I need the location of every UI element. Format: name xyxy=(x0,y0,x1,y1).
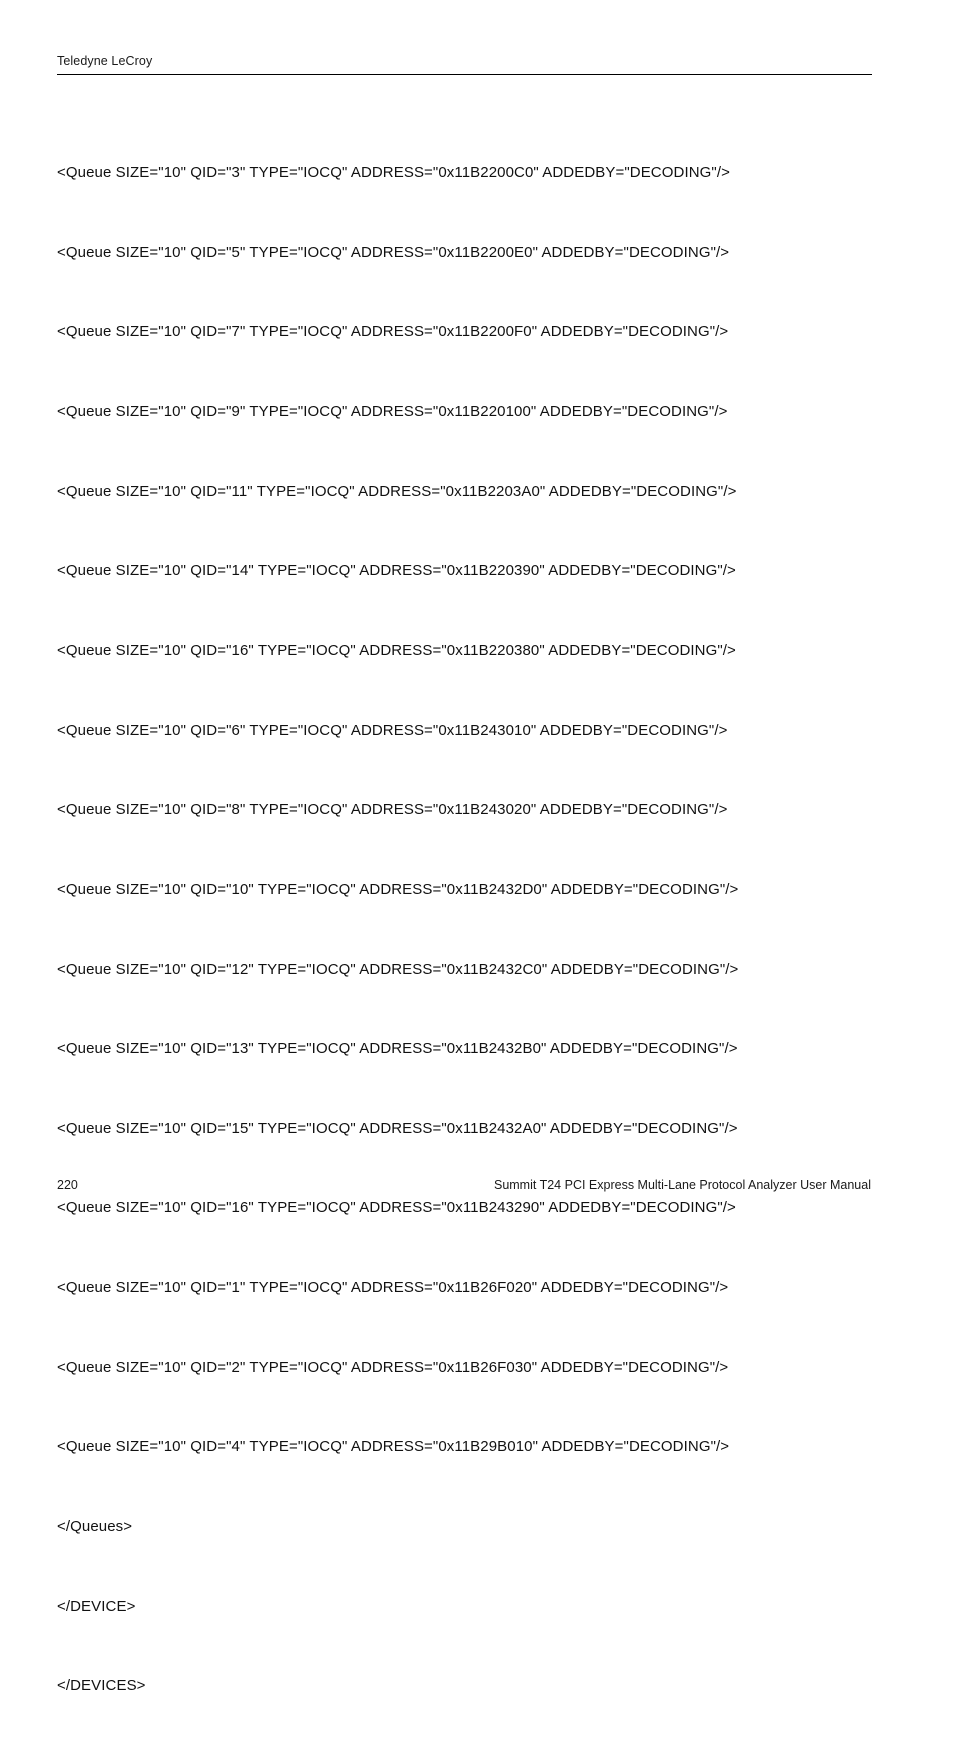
code-line: <Queue SIZE="10" QID="14" TYPE="IOCQ" ADDRESS="0x11B220390" ADDEDBY="DECODING"/> xyxy=(57,562,736,580)
code-line: <Queue SIZE="10" QID="9" TYPE="IOCQ" ADDRESS="0x11B220100" ADDEDBY="DECODING"/> xyxy=(57,403,728,421)
brand-text: Teledyne LeCroy xyxy=(57,54,153,68)
code-line: </Queues> xyxy=(57,1517,133,1535)
code-line: <Queue SIZE="10" QID="12" TYPE="IOCQ" ADDRESS="0x11B2432C0" ADDEDBY="DECODING"/> xyxy=(57,960,739,978)
code-line: <Queue SIZE="10" QID="2" TYPE="IOCQ" ADDRESS="0x11B26F030" ADDEDBY="DECODING"/> xyxy=(57,1358,729,1376)
page-number: 220 xyxy=(57,1178,78,1192)
page-header xyxy=(57,52,872,70)
code-line: <Queue SIZE="10" QID="5" TYPE="IOCQ" ADDRESS="0x11B2200E0" ADDEDBY="DECODING"/> xyxy=(57,243,730,261)
page-footer xyxy=(57,1178,871,1192)
code-line: <Queue SIZE="10" QID="13" TYPE="IOCQ" ADDRESS="0x11B2432B0" ADDEDBY="DECODING"/> xyxy=(57,1040,738,1058)
code-line: <Queue SIZE="10" QID="6" TYPE="IOCQ" ADDRESS="0x11B243010" ADDEDBY="DECODING"/> xyxy=(57,721,728,739)
code-line: <Queue SIZE="10" QID="10" TYPE="IOCQ" ADDRESS="0x11B2432D0" ADDEDBY="DECODING"/> xyxy=(57,880,739,898)
code-line: <Queue SIZE="10" QID="1" TYPE="IOCQ" ADDRESS="0x11B26F020" ADDEDBY="DECODING"/> xyxy=(57,1279,729,1297)
code-line: <Queue SIZE="10" QID="11" TYPE="IOCQ" ADDRESS="0x11B2203A0" ADDEDBY="DECODING"/> xyxy=(57,482,737,500)
header-divider xyxy=(57,74,872,75)
code-line: <Queue SIZE="10" QID="16" TYPE="IOCQ" ADDRESS="0x11B220380" ADDEDBY="DECODING"/> xyxy=(57,641,736,659)
code-line: <Queue SIZE="10" QID="16" TYPE="IOCQ" ADDRESS="0x11B243290" ADDEDBY="DECODING"/> xyxy=(57,1199,736,1217)
xml-code-block xyxy=(57,107,738,1753)
manual-title: Summit T24 PCI Express Multi-Lane Protocol Analyzer User Manual xyxy=(493,1178,871,1192)
code-line: <Queue SIZE="10" QID="8" TYPE="IOCQ" ADDRESS="0x11B243020" ADDEDBY="DECODING"/> xyxy=(57,801,728,819)
code-line: <Queue SIZE="10" QID="3" TYPE="IOCQ" ADDRESS="0x11B2200C0" ADDEDBY="DECODING"/> xyxy=(57,164,730,182)
code-line: </DEVICE> xyxy=(57,1597,136,1615)
code-line: <Queue SIZE="10" QID="7" TYPE="IOCQ" ADDRESS="0x11B2200F0" ADDEDBY="DECODING"/> xyxy=(57,323,729,341)
code-line: </DEVICES> xyxy=(57,1677,146,1695)
code-line: <Queue SIZE="10" QID="15" TYPE="IOCQ" ADDRESS="0x11B2432A0" ADDEDBY="DECODING"/> xyxy=(57,1119,738,1137)
code-line: <Queue SIZE="10" QID="4" TYPE="IOCQ" ADDRESS="0x11B29B010" ADDEDBY="DECODING"/> xyxy=(57,1438,730,1456)
